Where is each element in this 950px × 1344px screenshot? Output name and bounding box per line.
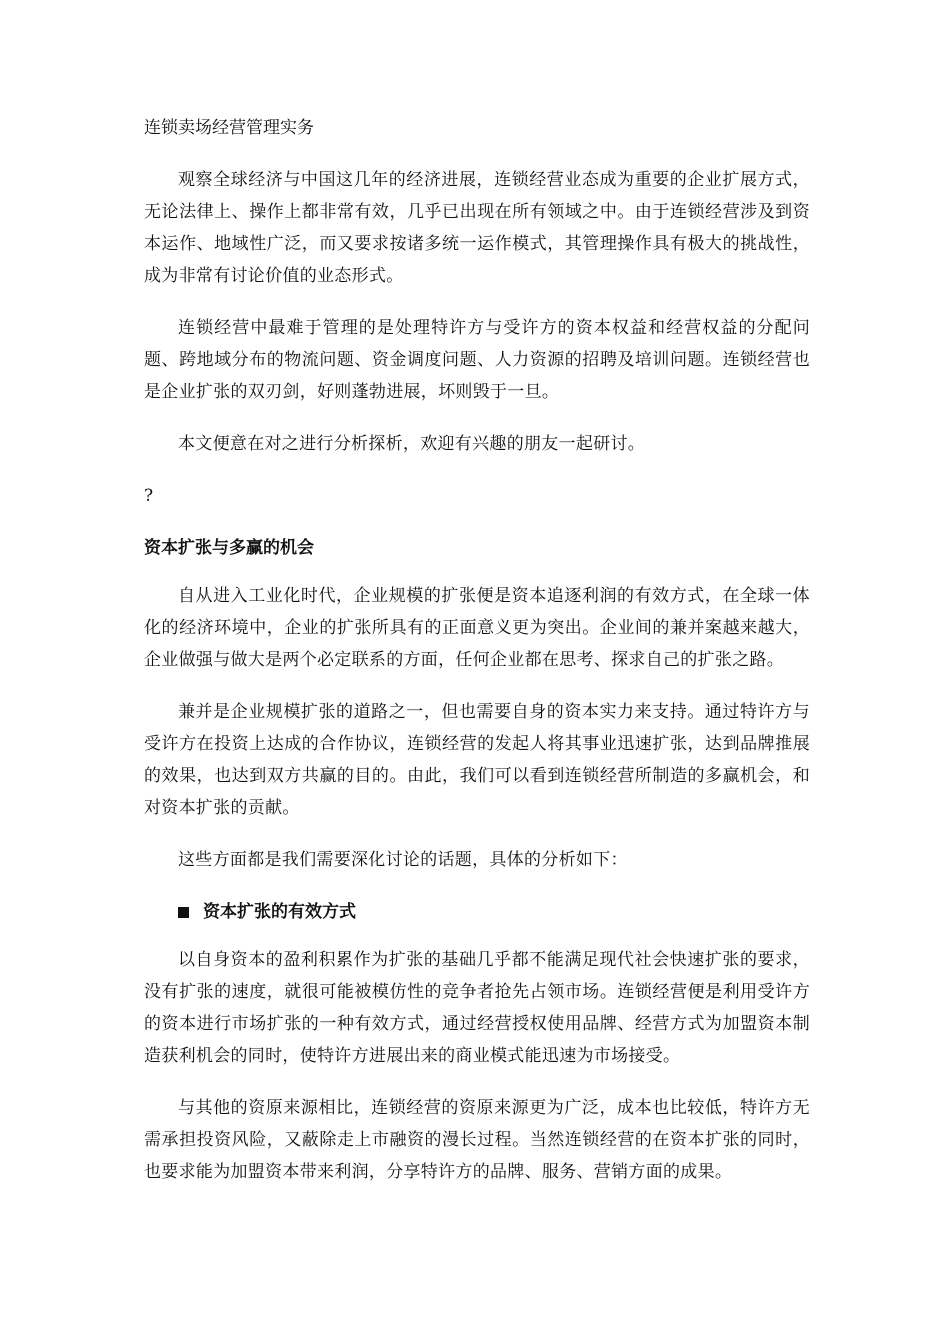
document-title: 连锁卖场经营管理实务: [144, 118, 314, 138]
section-paragraph-2: 兼并是企业规模扩张的道路之一，但也需要自身的资本实力来支持。通过特许方与受许方在投资上达成的合作协议，连锁经营的发起人将其事业迅速扩张，达到品牌推展的效果，也达到双方共赢的目的。由此，我们可以看到连锁经营所制造的多赢机会，和对资本扩张的贡献。: [144, 702, 810, 818]
bullet-square-icon: [178, 907, 189, 918]
intro-paragraph-1: 观察全球经济与中国这几年的经济进展，连锁经营业态成为重要的企业扩展方式，无论法律上、操作上都非常有效，几乎已出现在所有领域之中。由于连锁经营涉及到资本运作、地域性广泛，而又要求按诸多统一运作模式，其管理操作具有极大的挑战性，成为非常有讨论价值的业态形式。: [144, 170, 810, 286]
question-mark: ?: [144, 486, 154, 506]
intro-paragraph-3: 本文便意在对之进行分析探析，欢迎有兴趣的朋友一起研讨。: [178, 434, 646, 454]
section-paragraph-1: 自从进入工业化时代，企业规模的扩张便是资本追逐利润的有效方式，在全球一体化的经济环境中，企业的扩张所具有的正面意义更为突出。企业间的兼并案越来越大，企业做强与做大是两个必定联系的方面，任何企业都在思考、探求自己的扩张之路。: [144, 586, 810, 670]
document-page: [144, 112, 810, 1208]
subsection-heading-text: 资本扩张的有效方式: [203, 902, 356, 922]
section-paragraph-3: 这些方面都是我们需要深化讨论的话题，具体的分析如下：: [178, 850, 628, 870]
intro-paragraph-2: 连锁经营中最难于管理的是处理特许方与受许方的资本权益和经营权益的分配问题、跨地域分布的物流问题、资金调度问题、人力资源的招聘及培训问题。连锁经营也是企业扩张的双刃剑，好则蓬勃进展，坏则毁于一旦。: [144, 318, 810, 402]
subsection-paragraph-1: 以自身资本的盈利积累作为扩张的基础几乎都不能满足现代社会快速扩张的要求，没有扩张的速度，就很可能被模仿性的竞争者抢先占领市场。连锁经营便是利用受许方的资本进行市场扩张的一种有效方式，通过经营授权使用品牌、经营方式为加盟资本制造获利机会的同时，使特许方进展出来的商业模式能迅速为市场接受。: [144, 950, 810, 1066]
section-heading: 资本扩张与多赢的机会: [144, 538, 314, 558]
subsection-paragraph-2: 与其他的资原来源相比，连锁经营的资原来源更为广泛，成本也比较低，特许方无需承担投资风险，又蔽除走上市融资的漫长过程。当然连锁经营的在资本扩张的同时，也要求能为加盟资本带来利润，分享特许方的品牌、服务、营销方面的成果。: [144, 1098, 810, 1182]
subsection-heading: [178, 896, 810, 928]
